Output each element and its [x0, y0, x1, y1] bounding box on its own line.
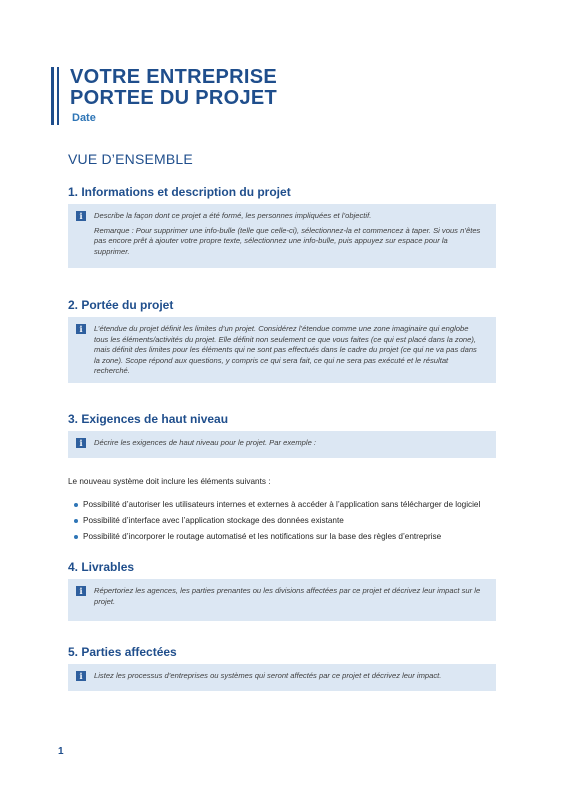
info-icon: i — [76, 438, 86, 448]
info-icon: i — [76, 586, 86, 596]
section-1-tip-text: Describe la façon dont ce projet a été formé, les personnes impliquées et l’objectif. — [94, 211, 372, 220]
accent-bar-thick — [51, 67, 54, 125]
section-1-tip-note: Remarque : Pour supprimer une info-bulle (telle que celle-ci), sélectionnez-la et commencez à taper. Si vous n’êtes pas encore prêt à ajouter votre propre texte, sélectionnez une info-bulle, puis appuyez sur espace pour la supprimer. — [94, 225, 481, 256]
requirements-list — [74, 500, 480, 548]
section-3-tip-text: Décrire les exigences de haut niveau pour le projet. Par exemple : — [94, 438, 317, 447]
list-item: Possibilité d’incorporer le routage automatisé et les notifications sur la base des règles d’entreprise — [74, 532, 480, 542]
info-icon: i — [76, 211, 86, 221]
section-1-title: 1. Informations et description du projet — [68, 185, 291, 199]
section-5-tip[interactable] — [68, 664, 496, 691]
page-number: 1 — [58, 746, 64, 757]
header-accent-bars — [51, 67, 61, 125]
info-icon: i — [76, 324, 86, 334]
bullet-icon — [74, 535, 78, 539]
requirements-intro: Le nouveau système doit inclure les éléments suivants : — [68, 477, 271, 486]
bullet-icon — [74, 519, 78, 523]
section-3-title: 3. Exigences de haut niveau — [68, 412, 229, 426]
section-2-tip[interactable] — [68, 317, 496, 383]
list-item: Possibilité d’autoriser les utilisateurs internes et externes à accéder à l’application sans télécharger de logiciel — [74, 500, 480, 510]
section-2-title: 2. Portée du projet — [68, 298, 174, 312]
overview-heading: VUE D’ENSEMBLE — [68, 151, 193, 167]
document-date: Date — [72, 112, 96, 124]
bullet-icon — [74, 503, 78, 507]
section-2-tip-text: L’étendue du projet définit les limites d’un projet. Considérez l’étendue comme une zone imaginaire qui englobe tous les éléments/activités du projet. Elle définit non seulement ce que vous faites (ce qui est placé dans la zone), mais définit des limites pour les éléments qui ne sont pas effectués dans le cadre du projet (ce qui ne va pas dans la zone). Scope répond aux questions, y compris ce qui sera fait, ce qui ne sera pas exécuté et le résultat recherché. — [94, 324, 477, 376]
section-4-tip[interactable] — [68, 579, 496, 621]
section-4-title: 4. Livrables — [68, 560, 135, 574]
info-icon: i — [76, 671, 86, 681]
document-title — [70, 67, 277, 109]
list-item: Possibilité d’interface avec l’application stockage des données existante — [74, 516, 480, 526]
section-3-tip[interactable] — [68, 431, 496, 458]
section-4-tip-text: Répertoriez les agences, les parties prenantes ou les divisions affectées par ce projet et décrivez leur impact sur le projet. — [94, 586, 481, 606]
company-name: VOTRE ENTREPRISE — [70, 66, 278, 88]
section-1-tip[interactable] — [68, 204, 496, 268]
accent-bar-thin — [57, 67, 59, 125]
section-5-tip-text: Listez les processus d’entreprises ou systèmes qui seront affectés par ce projet et décrivez leur impact. — [94, 671, 442, 680]
section-5-title: 5. Parties affectées — [68, 645, 177, 659]
project-scope-title: PORTEE DU PROJET — [70, 87, 278, 109]
